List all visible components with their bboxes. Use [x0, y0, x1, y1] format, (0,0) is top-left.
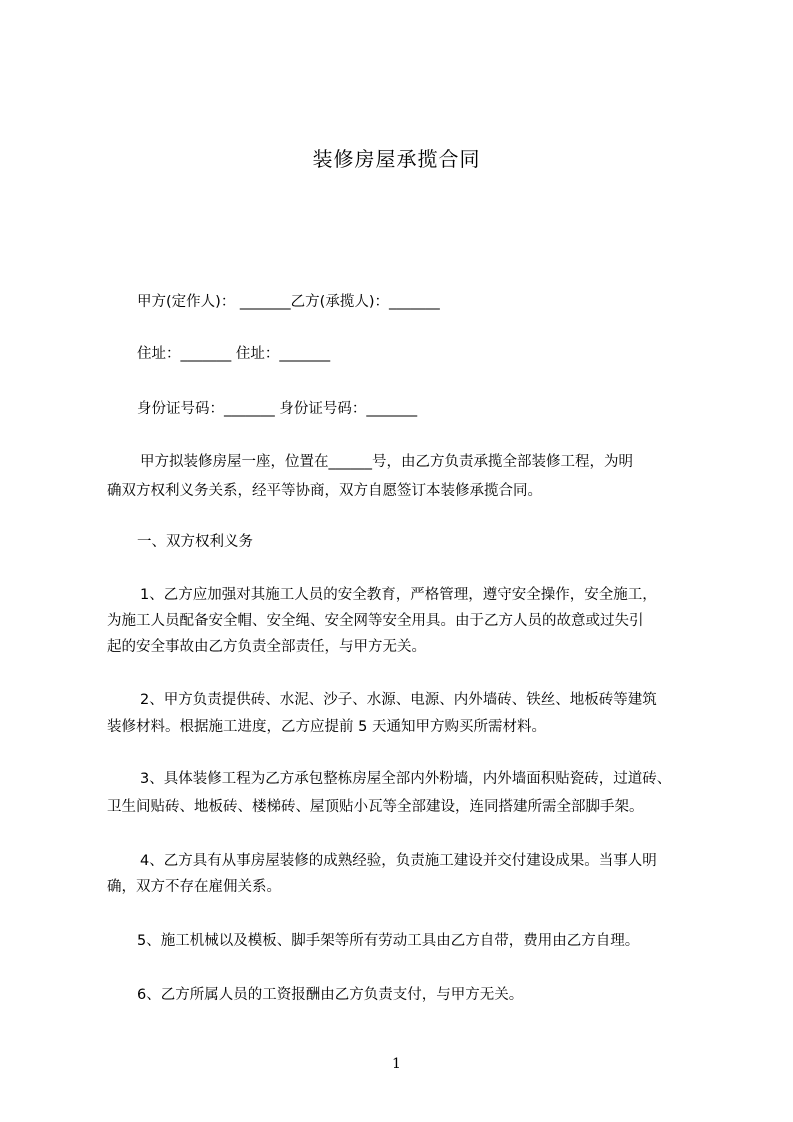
clause-3-line-2: 卫生间贴砖、地板砖、楼梯砖、屋顶贴小瓦等全部建设，连同搭建所需全部脚手架。 [107, 799, 644, 815]
intro-line-1: 甲方拟装修房屋一座，位置在______号，由乙方负责承揽全部装修工程，为明 [140, 454, 633, 470]
page-number: 1 [392, 1056, 401, 1072]
document-title: 装修房屋承揽合同 [312, 147, 481, 171]
party-line-address: 住址：_______ 住址：_______ [137, 346, 331, 362]
clause-5: 5、施工机械以及模板、脚手架等所有劳动工具由乙方自带，费用由乙方自理。 [137, 933, 640, 949]
section-heading: 一、双方权利义务 [137, 534, 253, 550]
party-line-names: 甲方(定作人)： _______乙方(承揽人)：_______ [137, 294, 440, 310]
clause-4-line-1: 4、乙方具有从事房屋装修的成熟经验，负责施工建设并交付建设成果。当事人明 [140, 853, 657, 869]
clause-2-line-1: 2、甲方负责提供砖、水泥、沙子、水源、电源、内外墙砖、铁丝、地板砖等建筑 [140, 692, 657, 708]
clause-6: 6、乙方所属人员的工资报酬由乙方负责支付，与甲方无关。 [137, 987, 524, 1003]
intro-line-2: 确双方权利义务关系，经平等协商，双方自愿签订本装修承揽合同。 [107, 483, 542, 499]
clause-1-line-2: 为施工人员配备安全帽、安全绳、安全网等安全用具。由于乙方人员的故意或过失引 [107, 613, 644, 629]
clause-3-line-1: 3、具体装修工程为乙方承包整栋房屋全部内外粉墙，内外墙面积贴瓷砖，过道砖、 [140, 771, 672, 787]
clause-1-line-3: 起的安全事故由乙方负责全部责任，与甲方无关。 [107, 639, 426, 655]
party-line-id-number: 身份证号码：_______ 身份证号码：_______ [137, 401, 418, 417]
clause-4-line-2: 确，双方不存在雇佣关系。 [107, 879, 281, 895]
clause-2-line-2: 装修材料。根据施工进度，乙方应提前 5 天通知甲方购买所需材料。 [107, 719, 546, 735]
clause-1-line-1: 1、乙方应加强对其施工人员的安全教育，严格管理，遵守安全操作，安全施工， [140, 587, 657, 603]
